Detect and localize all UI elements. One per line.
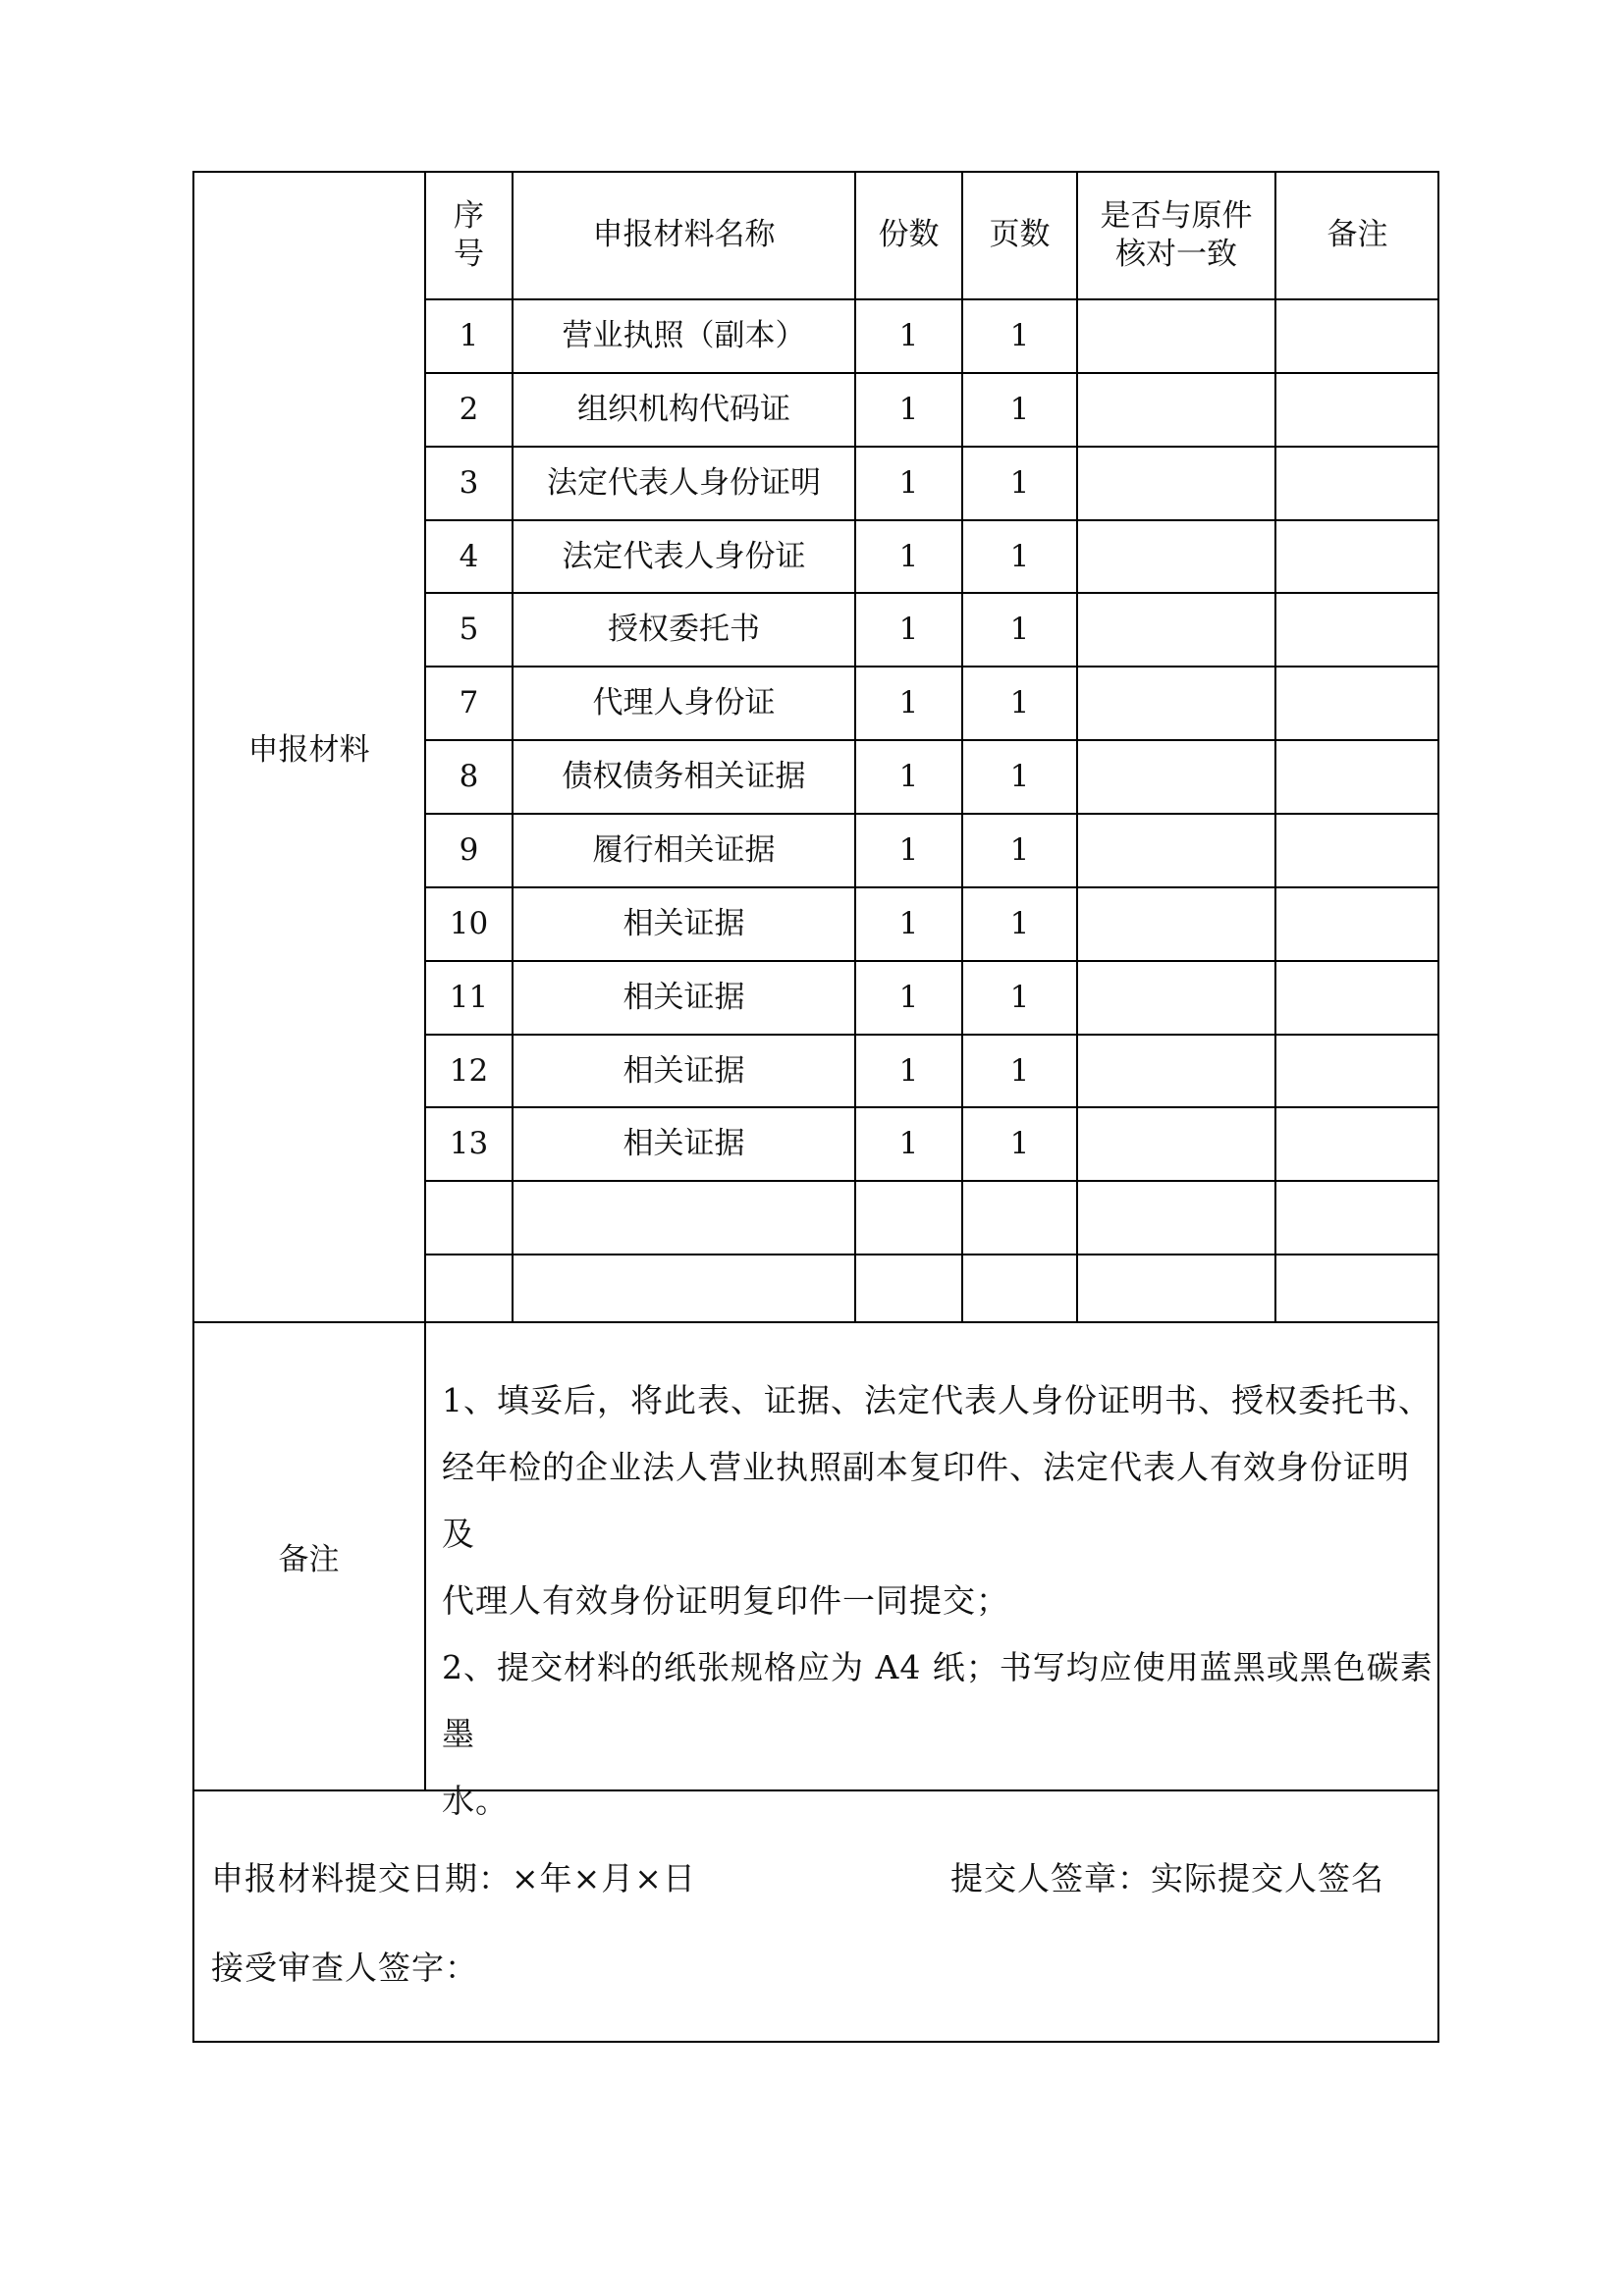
cell-material-name: 法定代表人身份证明	[547, 464, 821, 501]
cell-remark	[1275, 447, 1439, 520]
cell-copies: 1	[898, 538, 919, 574]
cell-material-name: 组织机构代码证	[577, 391, 790, 427]
cell-seq: 10	[449, 905, 489, 941]
header-seq: 序 号	[454, 197, 484, 272]
cell-pages: 1	[1009, 759, 1030, 795]
cell-remark	[1275, 740, 1439, 814]
cell-copies	[855, 1181, 962, 1255]
cell-seq: 9	[459, 832, 479, 869]
reviewer-signature: 接受审查人签字：	[211, 1949, 478, 1987]
cell-material-name: 法定代表人身份证	[562, 538, 806, 574]
cell-remark	[1275, 373, 1439, 447]
cell-remark	[1275, 520, 1439, 594]
cell-remark	[1275, 667, 1439, 740]
cell-material-name: 相关证据	[623, 1126, 745, 1162]
notes-line: 1、填妥后，将此表、证据、法定代表人身份证明书、授权委托书、	[442, 1381, 1432, 1419]
cell-material-name	[513, 1255, 855, 1328]
cell-verified	[1077, 1107, 1275, 1181]
cell-remark	[1275, 299, 1439, 373]
cell-verified	[1077, 814, 1275, 887]
cell-copies: 1	[898, 685, 919, 721]
cell-pages: 1	[1009, 538, 1030, 574]
cell-copies: 1	[898, 905, 919, 941]
header-pages: 页数	[989, 217, 1051, 253]
cell-pages: 1	[1009, 905, 1030, 941]
cell-verified	[1077, 1181, 1275, 1255]
cell-seq: 7	[459, 685, 479, 721]
header-copies: 份数	[878, 217, 940, 253]
cell-copies: 1	[898, 1126, 919, 1162]
cell-pages: 1	[1009, 318, 1030, 354]
notes-line: 2、提交材料的纸张规格应为 A4 纸；书写均应使用蓝黑或黑色碳素墨	[442, 1648, 1434, 1753]
cell-verified	[1077, 961, 1275, 1035]
cell-verified	[1077, 447, 1275, 520]
cell-remark	[1275, 593, 1439, 667]
cell-seq: 2	[459, 391, 479, 427]
cell-seq: 4	[459, 538, 479, 574]
cell-remark	[1275, 961, 1439, 1035]
cell-material-name: 相关证据	[623, 979, 745, 1015]
cell-material-name: 营业执照（副本）	[562, 318, 806, 354]
cell-material-name: 授权委托书	[608, 612, 760, 648]
cell-verified	[1077, 1255, 1275, 1328]
cell-seq: 8	[459, 759, 479, 795]
cell-copies: 1	[898, 1052, 919, 1089]
submit-date: 申报材料提交日期：×年×月×日	[211, 1859, 696, 1897]
cell-verified	[1077, 593, 1275, 667]
cell-pages	[962, 1181, 1077, 1255]
cell-pages	[962, 1255, 1077, 1328]
cell-material-name: 代理人身份证	[592, 685, 776, 721]
notes-line: 水。	[442, 1782, 509, 1820]
cell-material-name	[513, 1181, 855, 1255]
cell-copies: 1	[898, 391, 919, 427]
cell-verified	[1077, 740, 1275, 814]
cell-remark	[1275, 1107, 1439, 1181]
cell-remark	[1275, 887, 1439, 961]
cell-copies: 1	[898, 832, 919, 869]
cell-remark	[1275, 1181, 1439, 1255]
cell-seq: 1	[459, 318, 479, 354]
cell-verified	[1077, 373, 1275, 447]
cell-seq: 11	[449, 979, 489, 1015]
cell-remark	[1275, 1255, 1439, 1328]
cell-material-name: 债权债务相关证据	[562, 759, 806, 795]
cell-pages: 1	[1009, 979, 1030, 1015]
notes-content	[442, 1367, 1434, 1835]
cell-copies: 1	[898, 612, 919, 648]
notes-line: 经年检的企业法人营业执照副本复印件、法定代表人有效身份证明及	[442, 1448, 1410, 1553]
cell-seq: 3	[459, 464, 479, 501]
header-material-name: 申报材料名称	[592, 217, 776, 253]
cell-copies: 1	[898, 464, 919, 501]
cell-pages: 1	[1009, 391, 1030, 427]
notes-label: 备注	[278, 1542, 340, 1577]
cell-seq: 13	[449, 1126, 489, 1162]
cell-copies	[855, 1255, 962, 1328]
cell-material-name: 相关证据	[623, 905, 745, 941]
cell-pages: 1	[1009, 464, 1030, 501]
cell-verified	[1077, 887, 1275, 961]
cell-pages: 1	[1009, 832, 1030, 869]
section-materials-label: 申报材料	[247, 732, 370, 768]
cell-verified	[1077, 520, 1275, 594]
cell-pages: 1	[1009, 1052, 1030, 1089]
cell-copies: 1	[898, 759, 919, 795]
notes-line: 代理人有效身份证明复印件一同提交；	[442, 1581, 1009, 1620]
cell-copies: 1	[898, 318, 919, 354]
cell-seq	[425, 1181, 513, 1255]
header-verified: 是否与原件 核对一致	[1100, 197, 1253, 272]
cell-remark	[1275, 814, 1439, 887]
cell-verified	[1077, 667, 1275, 740]
cell-material-name: 相关证据	[623, 1052, 745, 1089]
submitter-signature: 提交人签章：实际提交人签名	[950, 1859, 1384, 1897]
cell-seq: 12	[449, 1052, 489, 1089]
cell-remark	[1275, 1035, 1439, 1108]
cell-seq	[425, 1255, 513, 1328]
cell-pages: 1	[1009, 1126, 1030, 1162]
cell-pages: 1	[1009, 685, 1030, 721]
cell-verified	[1077, 1035, 1275, 1108]
cell-material-name: 履行相关证据	[592, 832, 776, 869]
cell-copies: 1	[898, 979, 919, 1015]
cell-verified	[1077, 299, 1275, 373]
cell-pages: 1	[1009, 612, 1030, 648]
cell-seq: 5	[459, 612, 479, 648]
header-remark: 备注	[1326, 217, 1388, 253]
